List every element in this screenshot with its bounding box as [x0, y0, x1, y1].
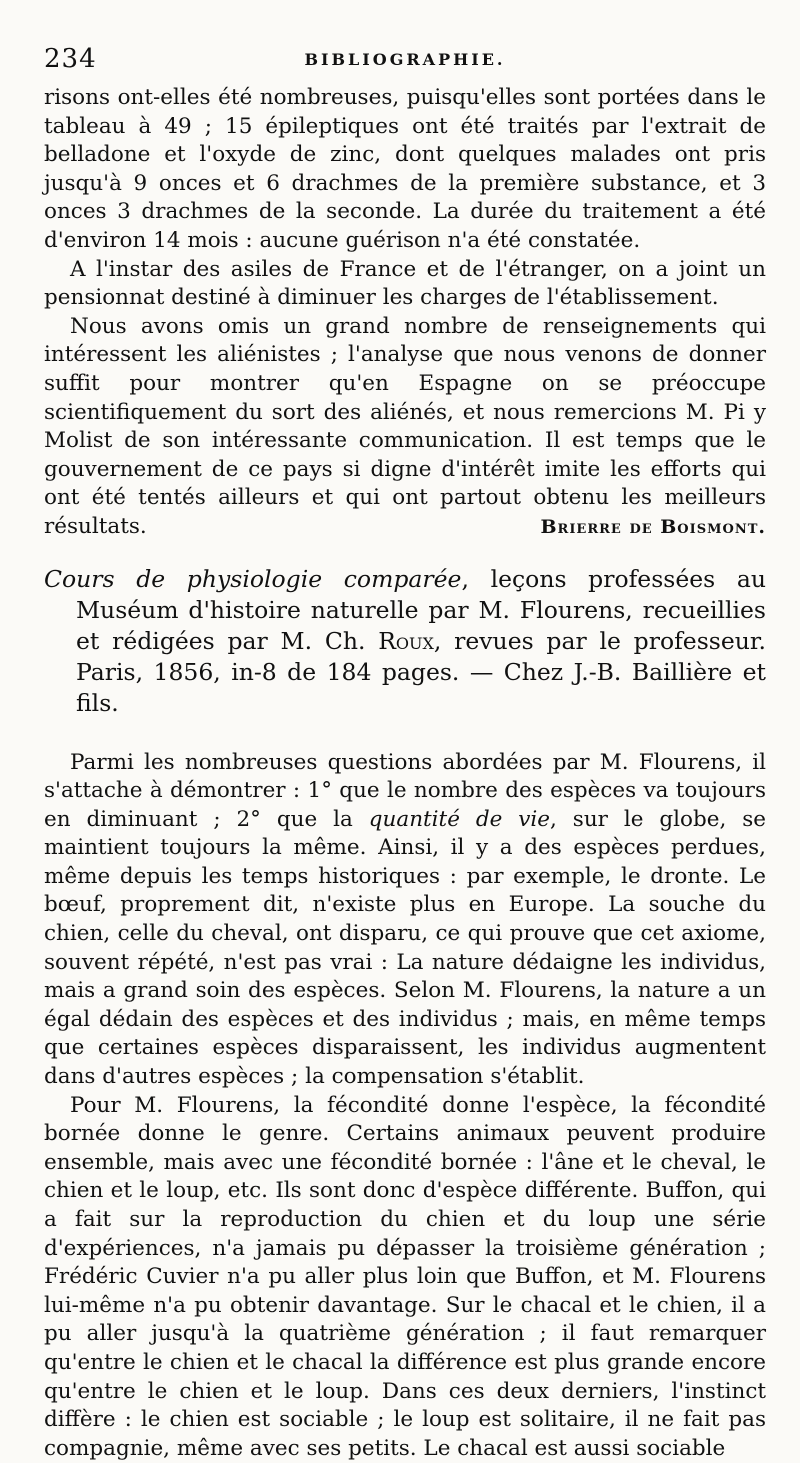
- page-header: [44, 28, 766, 72]
- book-details: , leçons professées au Muséum d'histoire naturelle par M. Flourens, recueillies et rédigées par M. Ch.: [76, 565, 766, 655]
- italic-phrase: quantité de vie: [369, 807, 550, 832]
- paragraph: [44, 749, 766, 1092]
- editor-name: Roux: [378, 627, 434, 655]
- running-title: BIBLIOGRAPHIE.: [44, 50, 766, 69]
- paragraph-text: , sur le globe, se maintient toujours la même. Ainsi, il y a des espèces perdues, même depuis les temps historiques : par exemple, le dronte. Le bœuf, proprement dit, n'existe plus en Europe. La souche du chien, celle du cheval, ont disparu, ce qui prouve que cet axiome, souvent répété, n'est pas vrai : La nature dédaigne les individus, mais a grand soin des espèces. Selon M. Flourens, la nature a un égal dédain des espèces et des individus ; mais, en même temps que certaines espèces disparaissent, les individus augmentent dans d'autres espèces ; la compensation s'établit.: [44, 807, 766, 1089]
- paragraph: risons ont-elles été nombreuses, puisqu'elles sont portées dans le tableau à 49 ; 15 épileptiques ont été traités par l'extrait de belladone et l'oxyde de zinc, dont quelques malades ont pris jusqu'à 9 onces et 6 drachmes de la première substance, et 3 onces 3 drachmes de la seconde. La durée du traitement a été d'environ 14 mois : aucune guérison n'a été constatée.: [44, 84, 766, 256]
- paragraph: [44, 313, 766, 542]
- author-signature: Brierre de Boismont.: [514, 513, 766, 542]
- book-publication: , revues par le professeur. Paris, 1856, in-8 de 184 pages. — Chez J.-B. Baillière et fils.: [76, 627, 766, 717]
- page-number: 234: [44, 44, 97, 74]
- section-review-body: [44, 749, 766, 1463]
- book-title: Cours de physiologie comparée: [44, 565, 461, 593]
- section-asylum-report: [44, 84, 766, 542]
- paragraph-text: Parmi les nombreuses questions abordées par M. Flourens, il s'attache à démontrer : 1° que le nombre des espèces va toujours en diminuant ; 2° que la: [44, 750, 766, 832]
- book-review-heading: [44, 564, 766, 719]
- paragraph: A l'instar des asiles de France et de l'étranger, on a joint un pensionnat destiné à diminuer les charges de l'établissement.: [44, 256, 766, 313]
- paragraph-text: Nous avons omis un grand nombre de renseignements qui intéressent les aliénistes ; l'analyse que nous venons de donner suffit pour montrer qu'en Espagne on se préoccupe scientifiquement du sort des aliénés, et nous remercions M. Pi y Molist de son intéressante communication. Il est temps que le gouvernement de ce pays si digne d'intérêt imite les efforts qui ont été tentés ailleurs et qui ont partout obtenu les meilleurs résultats.: [44, 314, 766, 539]
- paragraph: Pour M. Flourens, la fécondité donne l'espèce, la fécondité bornée donne le genre. Certains animaux peuvent produire ensemble, mais avec une fécondité bornée : l'âne et le cheval, le chien et le loup, etc. Ils sont donc d'espèce différente. Buffon, qui a fait sur la reproduction du chien et du loup une série d'expériences, n'a jamais pu dépasser la troisième génération ; Frédéric Cuvier n'a pu aller plus loin que Buffon, et M. Flourens lui-même n'a pu obtenir davantage. Sur le chacal et le chien, il a pu aller jusqu'à la quatrième génération ; il faut remarquer qu'entre le chien et le chacal la différence est plus grande encore qu'entre le chien et le loup. Dans ces deux derniers, l'instinct diffère : le chien est sociable ; le loup est solitaire, il ne fait pas compagnie, même avec ses petits. Le chacal est aussi sociable: [44, 1092, 766, 1463]
